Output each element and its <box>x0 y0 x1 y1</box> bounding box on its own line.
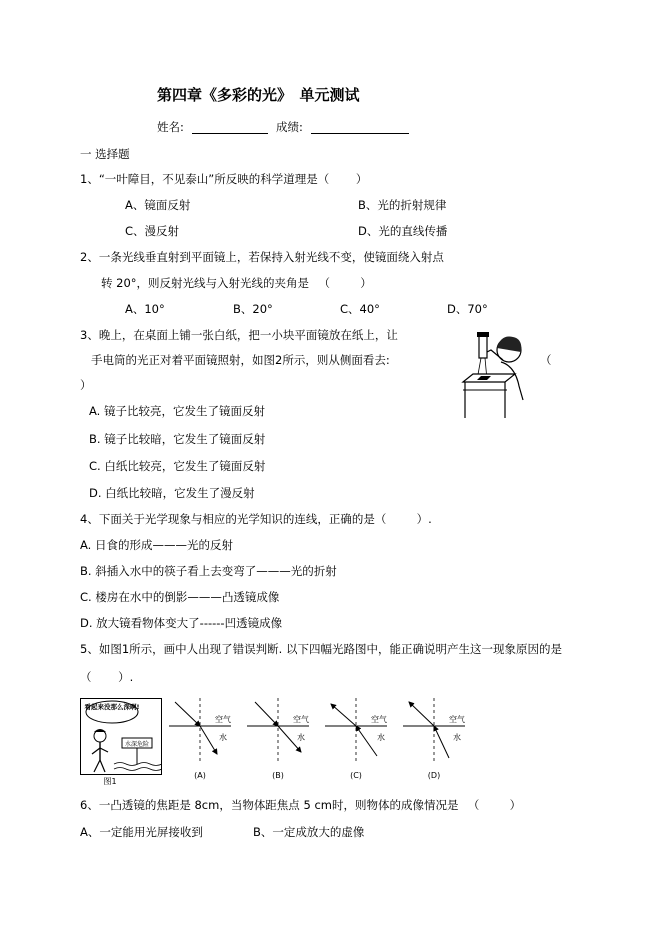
q6-option-b: B、一定成放大的虚像 <box>253 825 365 839</box>
q3-stem-line2: 手电筒的光正对着平面镜照射，如图2所示，则从侧面看去: <box>91 353 390 367</box>
q4-option-c: C. 楼房在水中的倒影———凸透镜成像 <box>80 590 280 604</box>
score-field <box>276 120 409 134</box>
q6-stem: 6、一凸透镜的焦距是 8cm，当物体距焦点 5 cm时，则物体的成像情况是 （ ） <box>80 798 522 812</box>
q5-ray-diagrams <box>165 694 475 786</box>
q5-a-water-label: 水 <box>219 733 227 742</box>
q3-option-c: C. 白纸比较亮，它发生了镜面反射 <box>89 459 266 473</box>
q5-diagram-d <box>403 698 465 780</box>
q3-paren-close: ） <box>80 378 92 392</box>
q5-cartoon-figure <box>80 698 162 786</box>
q5-cartoon-speech: 看起来没那么深啊! <box>84 703 140 711</box>
q1-stem: 1、“一叶障目，不见泰山”所反映的科学道理是（ ） <box>80 172 368 186</box>
q4-stem: 4、下面关于光学现象与相应的光学知识的连线，正确的是（ ）. <box>80 512 432 526</box>
q2-option-d: D、70° <box>447 302 488 316</box>
q5-diagram-b <box>247 698 309 780</box>
name-label: 姓名: <box>157 120 184 134</box>
q6-option-a: A、一定能用光屏接收到 <box>80 825 203 839</box>
q3-option-b: B. 镜子比较暗，它发生了镜面反射 <box>89 432 266 446</box>
q3-option-d: D. 白纸比较暗，它发生了漫反射 <box>89 486 255 500</box>
q5-c-water-label: 水 <box>377 733 385 742</box>
q4-option-b: B. 斜插入水中的筷子看上去变弯了———光的折射 <box>80 564 337 578</box>
q5-stem: 5、如图1所示，画中人出现了错误判断. 以下四幅光路图中，能正确说明产生这一现象原因的是 <box>80 642 562 656</box>
q2-stem-line1: 2、一条光线垂直射到平面镜上，若保持入射光线不变，使镜面绕入射点 <box>80 250 444 264</box>
q5-paren: （ ）. <box>80 670 134 684</box>
name-field <box>157 120 268 134</box>
q4-option-a: A. 日食的形成———光的反射 <box>80 538 233 552</box>
name-blank <box>192 121 268 134</box>
q3-stem-line1: 3、晚上，在桌面上铺一张白纸，把一小块平面镜放在纸上，让 <box>80 328 398 342</box>
q5-diagram-c <box>325 698 387 780</box>
score-label: 成绩: <box>276 120 303 134</box>
q3-paren-open: （ <box>540 353 552 367</box>
q3-flashlight-figure <box>457 330 529 420</box>
q5-diagram-a <box>169 698 231 780</box>
q2-option-c: C、40° <box>340 302 380 316</box>
q5-b-air-label: 空气 <box>293 715 309 724</box>
score-blank <box>311 121 409 134</box>
q1-option-c: C、漫反射 <box>125 224 180 238</box>
q5-c-label: (C) <box>350 771 362 780</box>
q5-figure-label: 图1 <box>103 777 117 786</box>
q5-c-air-label: 空气 <box>371 715 387 724</box>
page-title: 第四章《多彩的光》 单元测试 <box>157 86 360 104</box>
q5-b-water-label: 水 <box>297 733 305 742</box>
q5-d-label: (D) <box>427 771 441 780</box>
q5-cartoon-sign: 水深危险 <box>124 741 150 748</box>
q5-d-air-label: 空气 <box>449 715 465 724</box>
q1-option-a: A、镜面反射 <box>125 198 191 212</box>
q5-d-water-label: 水 <box>453 733 461 742</box>
section-title: 一 选择题 <box>80 147 130 161</box>
q2-option-b: B、20° <box>233 302 273 316</box>
q2-stem-line2: 转 20°，则反射光线与入射光线的夹角是 （ ） <box>101 276 372 290</box>
q5-a-air-label: 空气 <box>215 715 231 724</box>
q3-option-a: A. 镜子比较亮，它发生了镜面反射 <box>89 404 265 418</box>
q1-option-d: D、光的直线传播 <box>358 224 448 238</box>
q2-option-a: A、10° <box>125 302 165 316</box>
q5-b-label: (B) <box>272 771 284 780</box>
q4-option-d: D. 放大镜看物体变大了------凹透镜成像 <box>80 616 283 630</box>
q5-a-label: (A) <box>194 771 206 780</box>
q1-option-b: B、光的折射规律 <box>358 198 447 212</box>
